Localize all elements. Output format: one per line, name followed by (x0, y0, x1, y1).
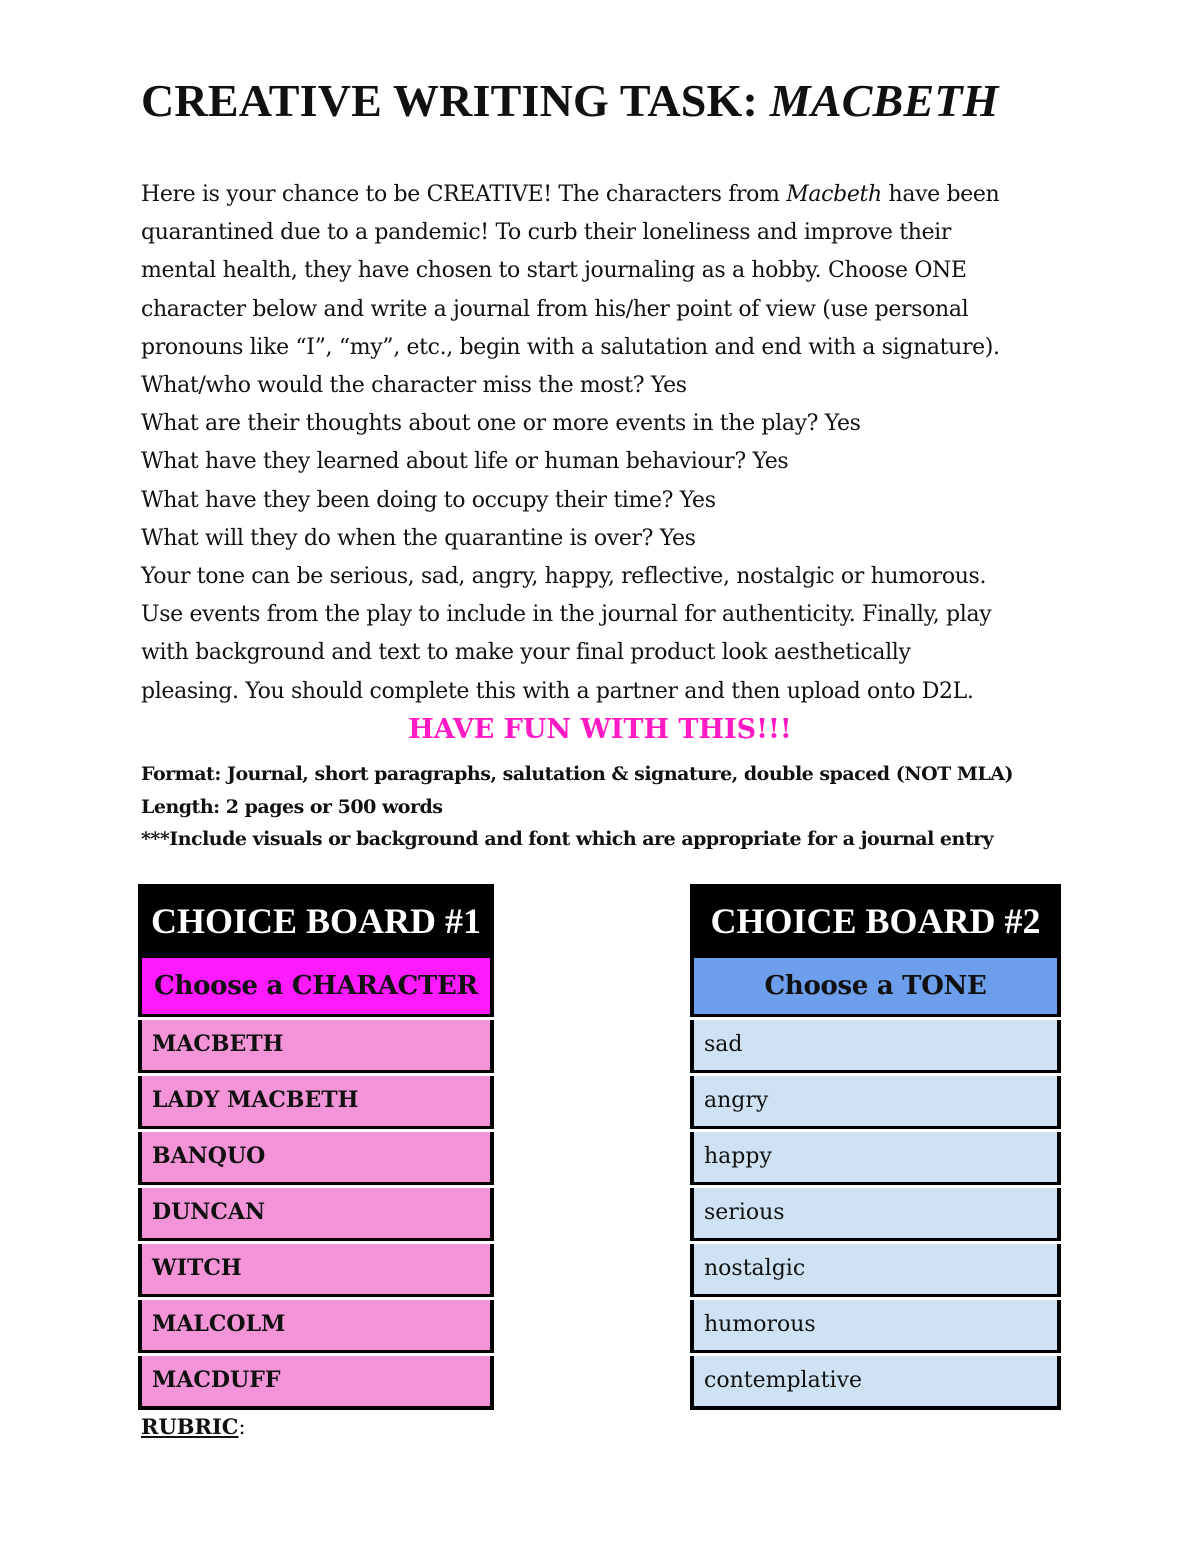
tone-option: serious (690, 1186, 1061, 1242)
tone-option: humorous (690, 1298, 1061, 1354)
intro-line: character below and write a journal from his/her point of view (use personal (141, 296, 969, 322)
question-line: What/who would the character miss the most? Yes (141, 373, 687, 399)
intro-line: pleasing. You should complete this with a partner and then upload onto D2L. (141, 678, 974, 704)
tone-option: sad (690, 1018, 1061, 1074)
intro-line-1-after: have been (881, 182, 1000, 207)
intro-line: Your tone can be serious, sad, angry, happy, reflective, nostalgic or humorous. (141, 564, 987, 590)
title-italic: MACBETH (769, 75, 999, 126)
character-option: MACDUFF (138, 1354, 494, 1410)
rubric-label: RUBRIC (141, 1414, 239, 1439)
choice-board-2-subtitle: Choose a TONE (690, 958, 1061, 1018)
choice-board-1-subtitle: Choose a CHARACTER (138, 958, 494, 1018)
requirement-length: Length: 2 pages or 500 words (141, 795, 443, 818)
tone-option: happy (690, 1130, 1061, 1186)
intro-line: quarantined due to a pandemic! To curb their loneliness and improve their (141, 220, 952, 246)
requirements (141, 758, 1013, 856)
intro-line (141, 176, 1081, 214)
choice-board-2-title: CHOICE BOARD #2 (690, 884, 1061, 958)
character-option: BANQUO (138, 1130, 494, 1186)
intro-line: mental health, they have chosen to start journaling as a hobby. Choose ONE (141, 258, 967, 284)
intro-paragraph (141, 176, 1081, 711)
requirement-format: Format: Journal, short paragraphs, salutation & signature, double spaced (NOT MLA) (141, 763, 1013, 785)
intro-line: with background and text to make your final product look aesthetically (141, 640, 911, 666)
intro-line-1-italic: Macbeth (786, 182, 882, 207)
requirement-visuals: ***Include visuals or background and font which are appropriate for a journal entry (141, 828, 994, 850)
character-option: MACBETH (138, 1018, 494, 1074)
callout-heading: HAVE FUN WITH THIS!!! (408, 714, 792, 745)
intro-line: pronouns like “I”, “my”, etc., begin with a salutation and end with a signature). (141, 334, 1000, 360)
character-option: LADY MACBETH (138, 1074, 494, 1130)
tone-option: angry (690, 1074, 1061, 1130)
page-title (141, 74, 999, 127)
question-line: What are their thoughts about one or more events in the play? Yes (141, 411, 861, 437)
rubric-heading (141, 1414, 246, 1439)
choice-board-character (138, 884, 494, 1410)
character-option: WITCH (138, 1242, 494, 1298)
tone-option: contemplative (690, 1354, 1061, 1410)
question-line: What have they learned about life or human behaviour? Yes (141, 449, 789, 475)
tone-option: nostalgic (690, 1242, 1061, 1298)
rubric-colon: : (238, 1415, 246, 1439)
choice-board-1-title: CHOICE BOARD #1 (138, 884, 494, 958)
character-option: DUNCAN (138, 1186, 494, 1242)
character-option: MALCOLM (138, 1298, 494, 1354)
question-line: What will they do when the quarantine is over? Yes (141, 525, 696, 551)
title-prefix: CREATIVE WRITING TASK: (141, 75, 770, 126)
question-line: What have they been doing to occupy their time? Yes (141, 487, 716, 513)
intro-line: Use events from the play to include in the journal for authenticity. Finally, play (141, 602, 992, 628)
choice-board-tone (690, 884, 1061, 1410)
intro-line-1-before: Here is your chance to be CREATIVE! The characters from (141, 182, 787, 207)
